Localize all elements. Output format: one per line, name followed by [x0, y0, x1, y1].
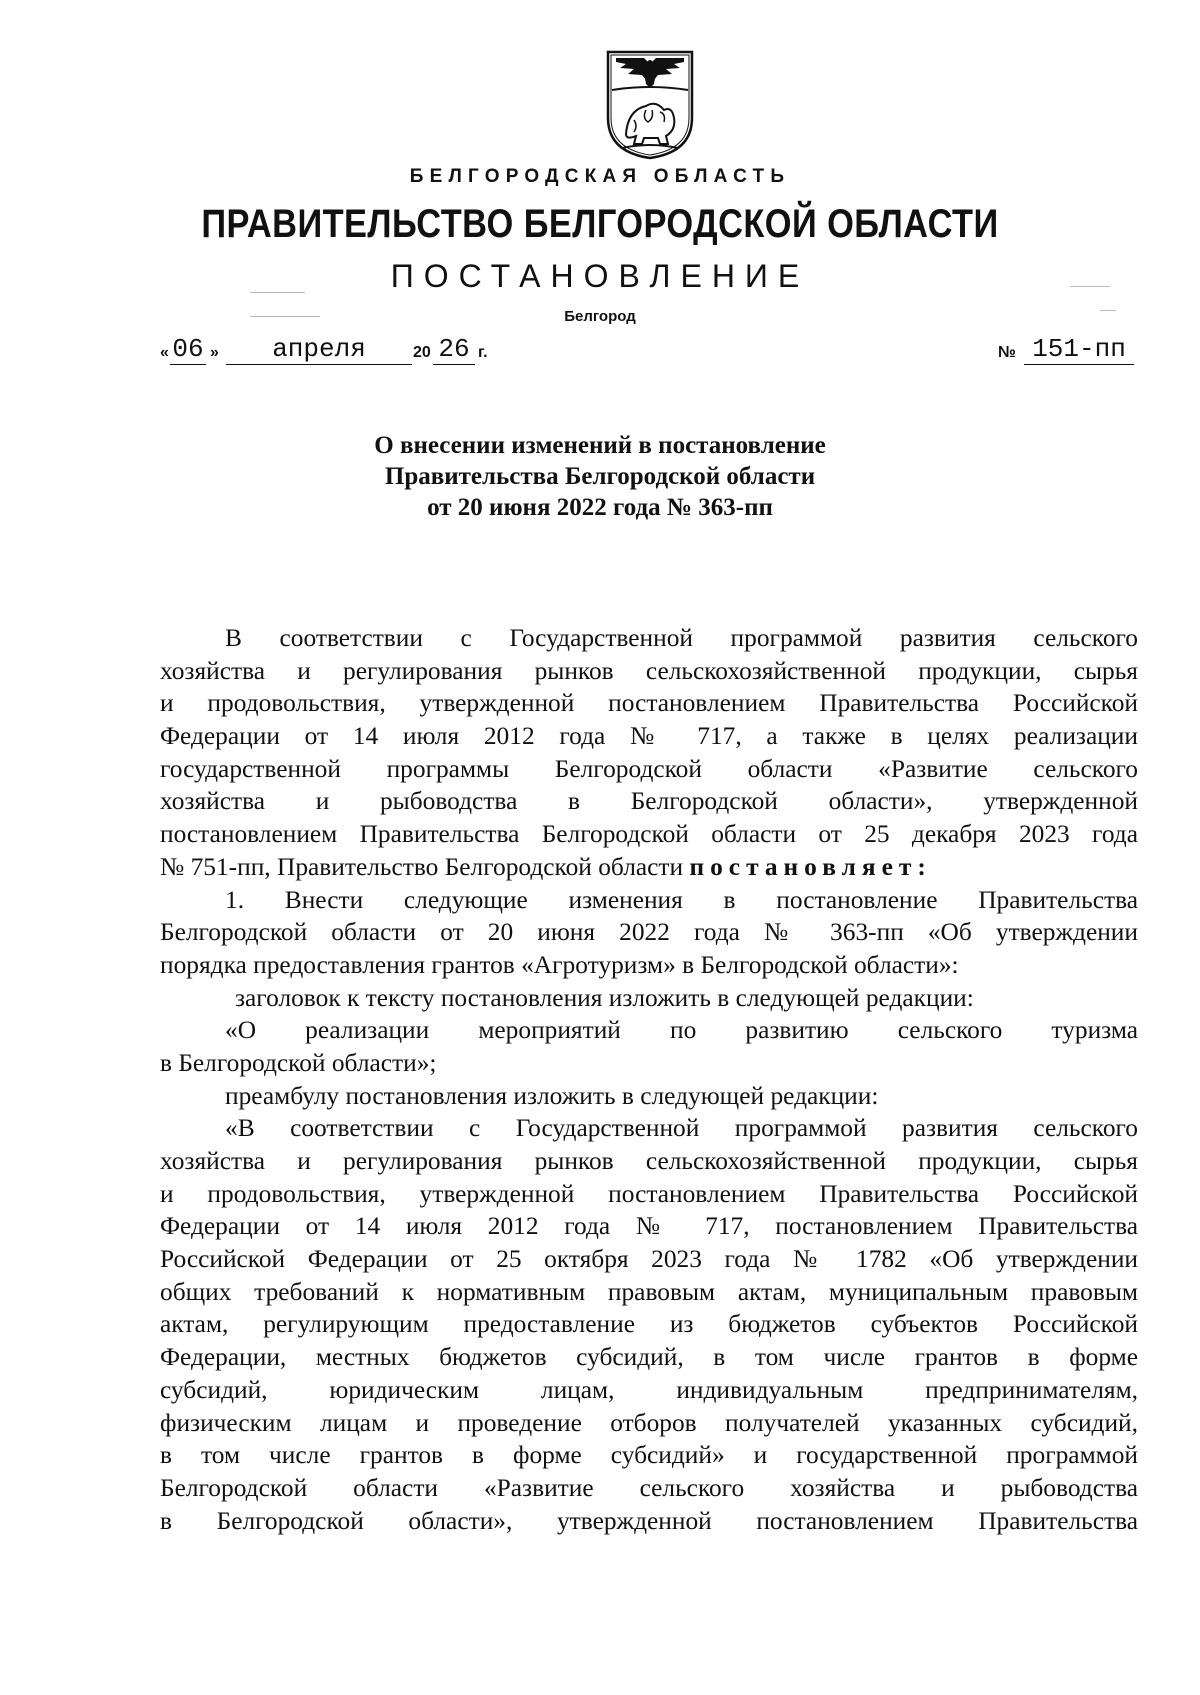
- body-line: в Белгородской области»;: [160, 1048, 437, 1077]
- scan-artifact: [1070, 286, 1110, 287]
- body-line: хозяйства и регулирования рынков сельскохозяйственной продукции, сырья: [160, 1147, 1138, 1175]
- body-line: в Белгородской области», утвержденной постановлением Правительства: [160, 1506, 1138, 1535]
- city-name: Белгород: [564, 308, 636, 325]
- body-line: в том числе грантов в форме субсидий» и государственной программой: [160, 1441, 1138, 1470]
- body-line: общих требований к нормативным правовым актам, муниципальным правовым: [160, 1277, 1138, 1306]
- region-name: БЕЛГОРОДСКАЯ ОБЛАСТЬ: [409, 166, 791, 187]
- date-year: 26: [433, 334, 475, 365]
- body-line: порядка предоставления грантов «Агротуризм» в Белгородской области»:: [160, 950, 959, 979]
- document-title: [0, 430, 1200, 523]
- year-prefix: 20: [413, 344, 431, 361]
- body-line: хозяйства и регулирования рынков сельскохозяйственной продукции, сырья: [160, 656, 1138, 685]
- body-line: 1. Внести следующие изменения в постановление Правительства: [225, 885, 1138, 914]
- body-line: Российской Федерации от 25 октября 2023 года № 1782 «Об утверждении: [160, 1245, 1138, 1274]
- open-quote: «: [160, 344, 169, 361]
- government-name: ПРАВИТЕЛЬСТВО БЕЛГОРОДСКОЙ ОБЛАСТИ: [201, 202, 999, 246]
- number-prefix: №: [998, 344, 1016, 361]
- scan-artifact: [1100, 310, 1116, 311]
- document-number: 151-пп: [1024, 334, 1134, 365]
- body-line: актам, регулирующим предоставление из бюджетов субъектов Российской: [160, 1310, 1138, 1339]
- body-line: [160, 851, 1138, 884]
- body-line: Белгородской области от 20 июня 2022 года № 363-пп «Об утверждении: [160, 918, 1138, 947]
- body-line: преамбулу постановления изложить в следующей редакции:: [225, 1081, 879, 1110]
- belgorod-coat-of-arms-icon: [604, 48, 696, 162]
- document-type: ПОСТАНОВЛЕНИЕ: [390, 258, 810, 294]
- date-month: апреля: [226, 334, 412, 365]
- scan-artifact: [250, 292, 305, 293]
- body-line: заголовок к тексту постановления изложить в следующей редакции:: [235, 983, 974, 1012]
- date-number-row: [160, 334, 1160, 368]
- body-line: субсидий, юридическим лицам, индивидуальным предпринимателям,: [160, 1375, 1138, 1404]
- close-quote: »: [210, 344, 219, 361]
- body-line: хозяйства и рыбоводства в Белгородской области», утвержденной: [160, 787, 1138, 816]
- body-line: Федерации, местных бюджетов субсидий, в том числе грантов в форме: [160, 1343, 1138, 1372]
- body-line: государственной программы Белгородской области «Развитие сельского: [160, 754, 1138, 783]
- title-line: от 20 июня 2022 года № 363-пп: [427, 494, 773, 521]
- body-line: «О реализации мероприятий по развитию сельского туризма: [225, 1016, 1138, 1045]
- body-line: постановлением Правительства Белгородской области от 25 декабря 2023 года: [160, 820, 1138, 849]
- title-line: О внесении изменений в постановление: [374, 432, 826, 459]
- body-line: В соответствии с Государственной программой развития сельского: [225, 624, 1138, 652]
- body-line: физическим лицам и проведение отборов получателей указанных субсидий,: [160, 1408, 1138, 1437]
- year-suffix: г.: [478, 344, 488, 361]
- scan-artifact: [250, 316, 320, 317]
- body-line: Федерации от 14 июля 2012 года № 717, а также в целях реализации: [160, 722, 1138, 751]
- body-line: и продовольствия, утвержденной постановлением Правительства Российской: [160, 689, 1138, 718]
- title-line: Правительства Белгородской области: [384, 463, 816, 490]
- body-text: № 751-пп, Правительство Белгородской области: [160, 852, 684, 881]
- decree-word: постановляет:: [689, 852, 932, 881]
- body-line: Федерации от 14 июля 2012 года № 717, постановлением Правительства: [160, 1212, 1138, 1241]
- date-day: 06: [170, 334, 206, 365]
- document-body: [160, 622, 1138, 1537]
- body-line: и продовольствия, утвержденной постановлением Правительства Российской: [160, 1179, 1138, 1208]
- body-line: «В соответствии с Государственной программой развития сельского: [225, 1114, 1138, 1143]
- body-line: Белгородской области «Развитие сельского хозяйства и рыбоводства: [160, 1473, 1138, 1502]
